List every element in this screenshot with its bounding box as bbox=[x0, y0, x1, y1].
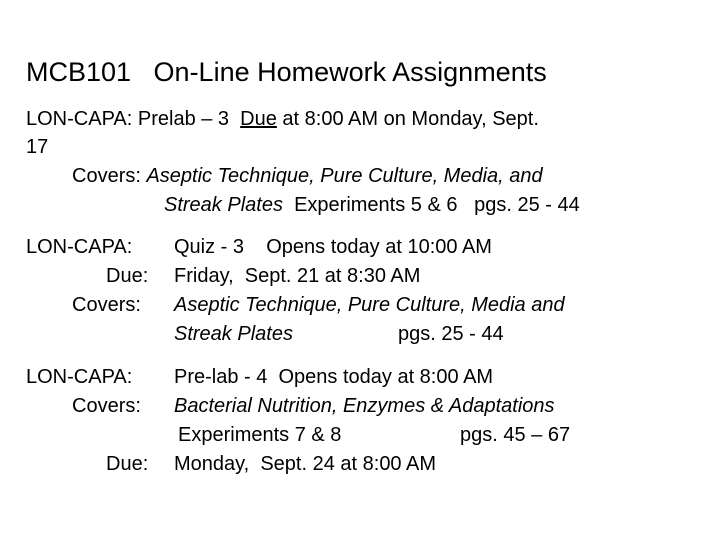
quiz-3-covers-label: Covers: bbox=[72, 294, 141, 316]
quiz-3-covers-topic: Aseptic Technique, Pure Culture, Media and bbox=[174, 294, 565, 316]
prelab-3-covers-topic: Aseptic Technique, Pure Culture, Media, and bbox=[146, 165, 543, 187]
prelab-3-covers-label: Covers: bbox=[72, 165, 147, 187]
prelab-4-experiments: Experiments 7 & 8 bbox=[178, 424, 342, 446]
prelab-4-covers-topic: Bacterial Nutrition, Enzymes & Adaptations bbox=[174, 395, 555, 417]
prelab-4-covers-label: Covers: bbox=[72, 395, 141, 417]
prelab-3-due-word: Due bbox=[240, 108, 277, 130]
prelab-4-due-value: Monday, Sept. 24 at 8:00 AM bbox=[174, 453, 437, 475]
prelab-3-due-text: at 8:00 AM on Monday, Sept. bbox=[276, 108, 539, 130]
quiz-3-covers-topic-cont: Streak Plates bbox=[174, 323, 293, 345]
quiz-3-due-label: Due: bbox=[106, 265, 149, 287]
quiz-3-due-value: Friday, Sept. 21 at 8:30 AM bbox=[174, 265, 421, 287]
prelab-3-label: LON-CAPA: Prelab – 3 bbox=[26, 108, 241, 130]
prelab-3-header bbox=[26, 107, 539, 131]
quiz-3-pages: pgs. 25 - 44 bbox=[398, 323, 504, 345]
prelab-3-covers bbox=[72, 164, 543, 188]
prelab-3-date-wrap: 17 bbox=[26, 136, 49, 158]
quiz-3-label: LON-CAPA: bbox=[26, 236, 133, 258]
prelab-3-covers-cont bbox=[164, 193, 580, 217]
prelab-3-covers-topic-cont: Streak Plates bbox=[164, 194, 283, 216]
prelab-3-experiments: Experiments 5 & 6 pgs. 25 - 44 bbox=[282, 194, 580, 216]
prelab-4-value: Pre-lab - 4 Opens today at 8:00 AM bbox=[174, 366, 494, 388]
prelab-4-pages: pgs. 45 – 67 bbox=[460, 424, 571, 446]
prelab-4-due-label: Due: bbox=[106, 453, 149, 475]
page-title: MCB101 On-Line Homework Assignments bbox=[26, 57, 547, 87]
prelab-4-label: LON-CAPA: bbox=[26, 366, 133, 388]
quiz-3-value: Quiz - 3 Opens today at 10:00 AM bbox=[174, 236, 492, 258]
